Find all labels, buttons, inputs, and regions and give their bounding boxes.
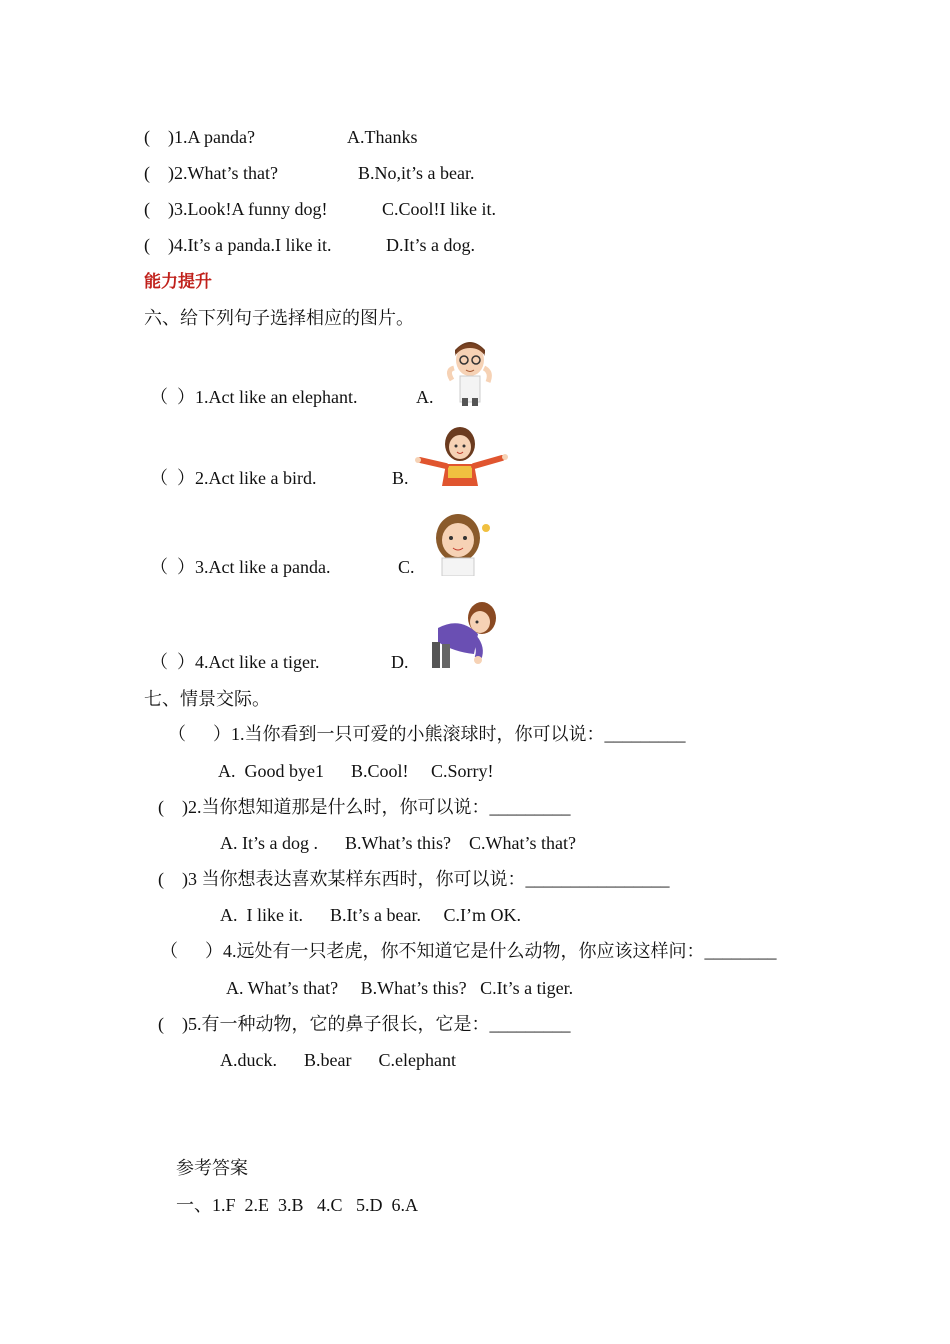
section6-title: 六、给下列句子选择相应的图片。: [144, 308, 414, 328]
boy-elephant-picture: [440, 340, 500, 406]
girl-bird-picture: [414, 424, 510, 486]
s7-question-4: （ ）4.远处有一只老虎，你不知道它是什么动物，你应该这样问：________: [160, 941, 777, 961]
s7-question-1: （ ）1.当你看到一只可爱的小熊滚球时，你可以说：_________: [168, 724, 686, 744]
match-2-answer: B.No,it’s a bear.: [358, 163, 475, 183]
s6-item-3: （ ）3.Act like a panda.: [150, 557, 331, 577]
s6-item-2: （ ）2.Act like a bird.: [150, 468, 317, 488]
match-3-answer: C.Cool!I like it.: [382, 199, 496, 219]
s7-question-2: ( )2.当你想知道那是什么时，你可以说：_________: [158, 797, 571, 817]
s7-options-1: A. Good bye1 B.Cool! C.Sorry!: [218, 761, 494, 781]
match-1-question: ( )1.A panda?: [144, 127, 255, 147]
s6-option-a: A.: [416, 387, 434, 407]
answers-line-1: 一、1.F 2.E 3.B 4.C 5.D 6.A: [176, 1195, 419, 1215]
s7-options-4: A. What’s that? B.What’s this? C.It’s a tiger.: [226, 978, 574, 998]
s7-options-2: A. It’s a dog . B.What’s this? C.What’s that?: [220, 833, 576, 853]
boy-tiger-picture: [430, 598, 502, 670]
match-3-question: ( )3.Look!A funny dog!: [144, 199, 328, 219]
section-heading: 能力提升: [144, 272, 212, 292]
s6-item-1: （ ）1.Act like an elephant.: [150, 387, 358, 407]
s7-question-3: ( )3 当你想表达喜欢某样东西时，你可以说：________________: [158, 869, 670, 889]
s6-option-c: C.: [398, 557, 415, 577]
s6-item-4: （ ）4.Act like a tiger.: [150, 652, 320, 672]
match-4-answer: D.It’s a dog.: [386, 235, 475, 255]
match-2-question: ( )2.What’s that?: [144, 163, 278, 183]
s7-question-5: ( )5.有一种动物，它的鼻子很长，它是：_________: [158, 1014, 571, 1034]
s7-options-3: A. I like it. B.It’s a bear. C.I’m OK.: [220, 905, 521, 925]
match-1-answer: A.Thanks: [347, 127, 418, 147]
s7-options-5: A.duck. B.bear C.elephant: [220, 1050, 456, 1070]
girl-panda-picture: [426, 512, 490, 576]
s6-option-b: B.: [392, 468, 409, 488]
s6-option-d: D.: [391, 652, 409, 672]
match-4-question: ( )4.It’s a panda.I like it.: [144, 235, 332, 255]
answers-title: 参考答案: [176, 1158, 248, 1178]
section7-title: 七、情景交际。: [144, 689, 270, 709]
